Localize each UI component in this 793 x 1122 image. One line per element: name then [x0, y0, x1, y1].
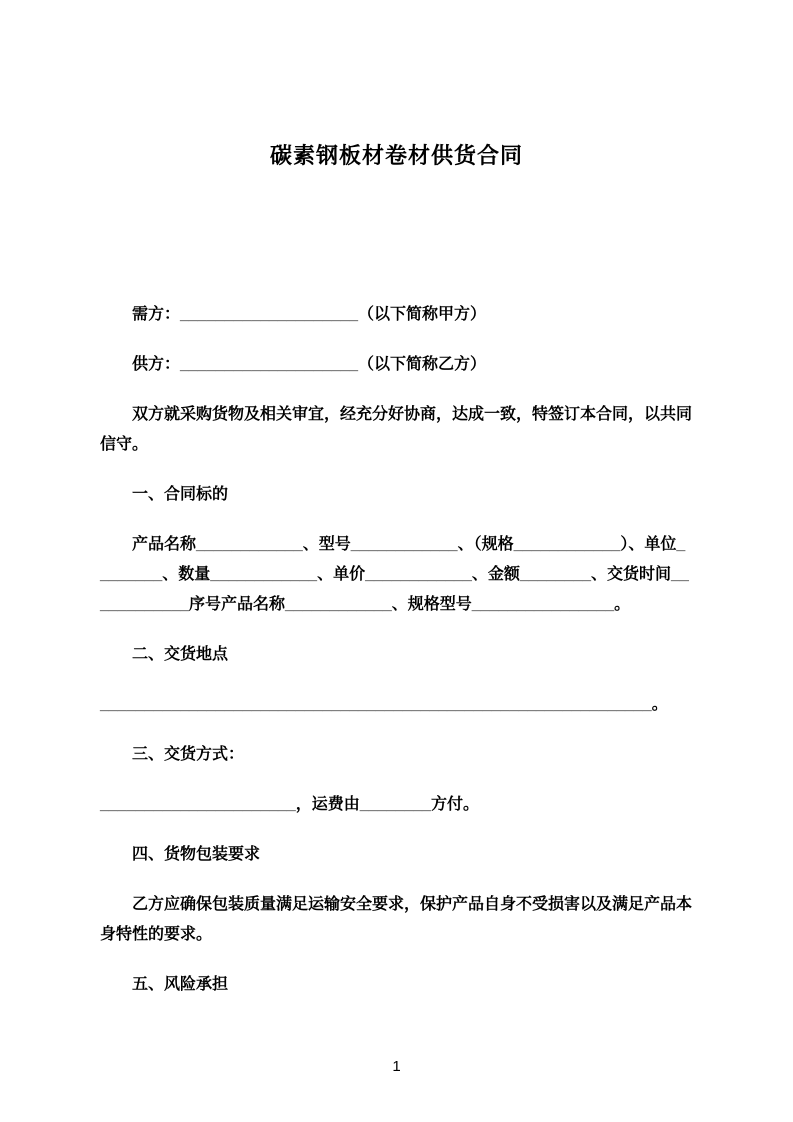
section-2-heading: 二、交货地点 — [132, 646, 229, 663]
document-title: 碳素钢板材卷材供货合同 — [269, 143, 523, 168]
section-3-heading: 三、交货方式： — [132, 746, 245, 763]
section-1-body: 产品名称____________、型号____________、（规格____________）、单位________、数量____________、单价____________、金额________、交货时间____________序号产品名称____________、规格型号________________。 — [100, 536, 689, 613]
section-1-heading: 一、合同标的 — [132, 486, 229, 503]
section-4-heading: 四、货物包装要求 — [132, 846, 261, 863]
section-3-body: ______________________，运费由________方付。 — [100, 796, 479, 813]
section-4-body: 乙方应确保包装质量满足运输安全要求，保护产品自身不受损害以及满足产品本身特性的要求。 — [100, 896, 693, 943]
demander-line: 需方：____________________（以下简称甲方） — [132, 306, 486, 323]
supplier-line: 供方：____________________（以下简称乙方） — [132, 356, 486, 373]
preamble-paragraph: 双方就采购货物及相关审宜，经充分好协商，达成一致，特签订本合同，以共同信守。 — [100, 406, 693, 453]
section-2-blank-line: ______________________________________________________________。 — [100, 696, 668, 713]
page-number: 1 — [392, 1058, 401, 1075]
section-5-heading: 五、风险承担 — [132, 976, 229, 993]
